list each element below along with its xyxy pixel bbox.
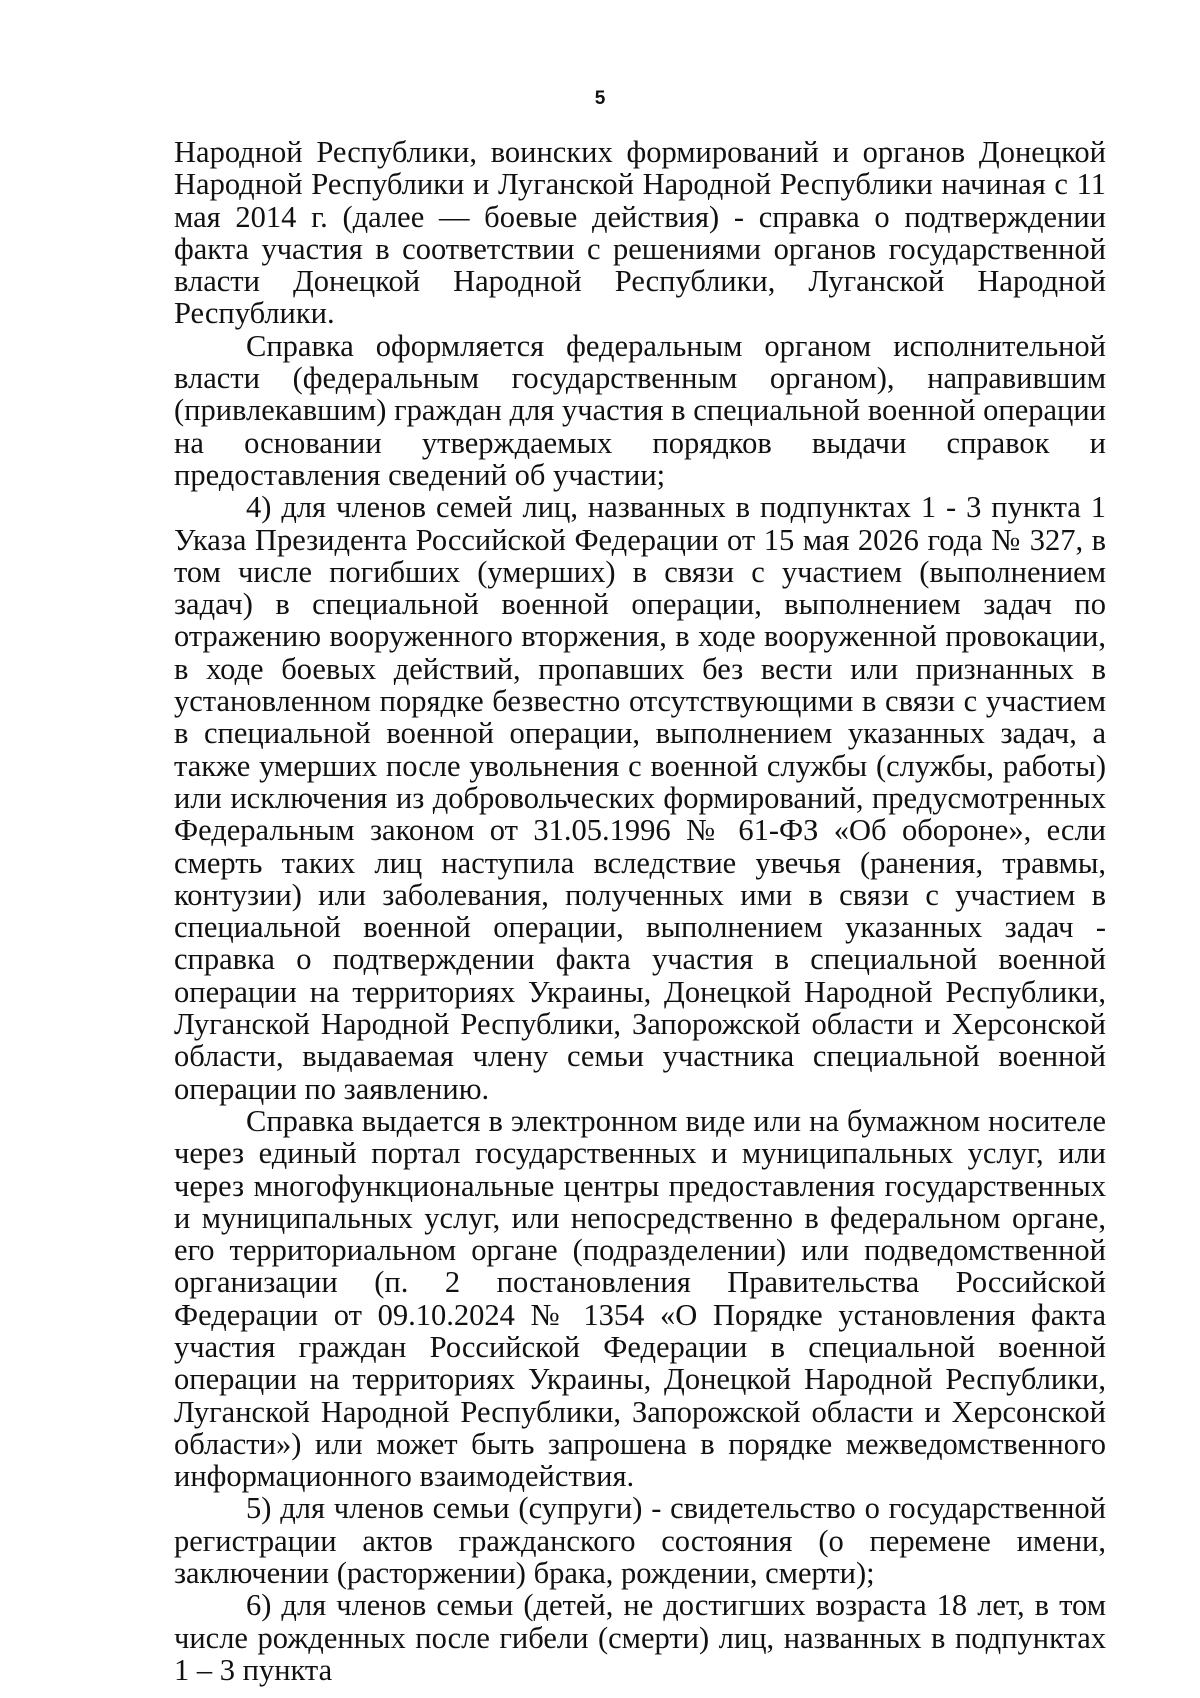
paragraph-certificate-issuer: Справка оформляется федеральным органом исполнительной власти (федеральным государственным органом), направившим (привлекавшим) граждан для участия в специальной военной операции на основании утверждаемых порядков выдачи справок и предоставления сведений об участии;	[174, 328, 1106, 492]
document-body	[174, 136, 1106, 1686]
paragraph-continuation: Народной Республики, воинских формирований и органов Донецкой Народной Республики и Луганской Народной Республики начиная с 11 мая 2014 г. (далее — боевые действия) - справка о подтверждении факта участия в соответствии с решениями органов государственной власти Донецкой Народной Республики, Луганской Народной Республики.	[174, 135, 1106, 331]
page-number: 5	[594, 88, 606, 109]
paragraph-item-5: 5) для членов семьи (супруги) - свидетельство о государственной регистрации актов гражданского состояния (о перемене имени, заключении (расторжении) брака, рождении, смерти);	[174, 1491, 1106, 1591]
paragraph-item-4: 4) для членов семей лиц, названных в подпунктах 1 - 3 пункта 1 Указа Президента Российской Федерации от 15 мая 2026 года № 327, в том числе погибших (умерших) в связи с участием (выполнением задач) в специальной военной операции, выполнением задач по отражению вооруженного вторжения, в ходе вооруженной провокации, в ходе боевых действий, пропавших без вести или признанных в установленном порядке безвестно отсутствующими в связи с участием в специальной военной операции, выполнением указанных задач, а также умерших после увольнения с военной службы (службы, работы) или исключения из добровольческих формирований, предусмотренных Федеральным законом от 31.05.1996 № 61-ФЗ «Об обороне», если смерть таких лиц наступила вследствие увечья (ранения, травмы, контузии) или заболевания, полученных ими в связи с участием в специальной военной операции, выполнением указанных задач - справка о подтверждении факта участия в специальной военной операции на территориях Украины, Донецкой Народной Республики, Луганской Народной Республики, Запорожской области и Херсонской области, выдаваемая члену семьи участника специальной военной операции по заявлению.	[174, 490, 1106, 1106]
paragraph-certificate-issuance: Справка выдается в электронном виде или на бумажном носителе через единый портал государственных и муниципальных услуг, или через многофункциональные центры предоставления государственных и муниципальных услуг, или непосредственно в федеральном органе, его территориальном органе (подразделении) или подведомственной организации (п. 2 постановления Правительства Российской Федерации от 09.10.2024 № 1354 «О Порядке установления факта участия граждан Российской Федерации в специальной военной операции на территориях Украины, Донецкой Народной Республики, Луганской Народной Республики, Запорожской области и Херсонской области») или может быть запрошена в порядке межведомственного информационного взаимодействия.	[174, 1103, 1106, 1494]
paragraph-item-6: 6) для членов семьи (детей, не достигших возраста 18 лет, в том числе рожденных после гибели (смерти) лиц, названных в подпунктах 1 – 3 пункта	[174, 1588, 1106, 1687]
